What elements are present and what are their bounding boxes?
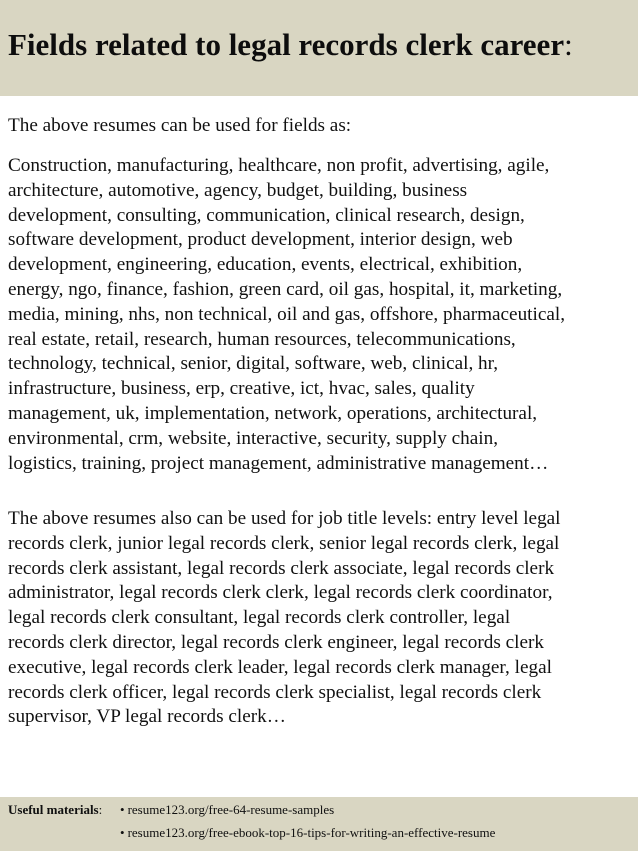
fields-line: development, engineering, education, events, electrical, exhibition, — [8, 254, 523, 276]
fields-line: environmental, crm, website, interactive, security, supply chain, — [8, 427, 499, 449]
job-levels-line: records clerk officer, legal records clerk specialist, legal records clerk — [8, 681, 542, 703]
fields-line: Construction, manufacturing, healthcare, non profit, advertising, agile, — [8, 155, 550, 176]
useful-materials-label-colon: : — [98, 802, 103, 817]
job-levels-line: executive, legal records clerk leader, legal records clerk manager, legal — [8, 656, 552, 678]
job-levels-line: The above resumes also can be used for job title levels: entry level legal — [8, 508, 561, 529]
job-levels-line: administrator, legal records clerk clerk, legal records clerk coordinator, — [8, 582, 553, 604]
resume-ebook-link-text: resume123.org/free-ebook-top-16-tips-for-writing-an-effective-resume — [127, 825, 496, 840]
resume-samples-link-text: resume123.org/free-64-resume-samples — [127, 802, 335, 817]
page-title — [8, 25, 573, 65]
fields-line: software development, product development, interior design, web — [8, 229, 513, 251]
job-levels-paragraph — [8, 507, 633, 730]
fields-line: logistics, training, project management, administrative management… — [8, 452, 549, 474]
fields-line: technology, technical, senior, digital, software, web, clinical, hr, — [8, 353, 499, 375]
resume-ebook-link[interactable] — [120, 824, 495, 842]
job-levels-line: records clerk assistant, legal records clerk associate, legal records clerk — [8, 557, 555, 579]
job-levels-line: supervisor, VP legal records clerk… — [8, 706, 286, 728]
fields-line: infrastructure, business, erp, creative, ict, hvac, sales, quality — [8, 378, 475, 400]
header-band — [0, 0, 638, 96]
job-levels-line: records clerk director, legal records clerk engineer, legal records clerk — [8, 631, 544, 653]
useful-materials-label-text: Useful materials — [8, 802, 99, 817]
job-levels-line: records clerk, junior legal records clerk, senior legal records clerk, legal — [8, 532, 560, 554]
fields-line: architecture, automotive, agency, budget, building, business — [8, 179, 468, 201]
fields-line: development, consulting, communication, clinical research, design, — [8, 204, 525, 226]
page-title-colon: : — [564, 27, 573, 62]
fields-line: management, uk, implementation, network, operations, architectural, — [8, 402, 538, 424]
intro-text: The above resumes can be used for fields as: — [8, 115, 352, 136]
fields-line: energy, ngo, finance, fashion, green card, oil gas, hospital, it, marketing, — [8, 278, 563, 300]
job-levels-line: legal records clerk consultant, legal records clerk controller, legal — [8, 607, 511, 629]
bullet-icon: • — [120, 825, 125, 840]
fields-paragraph — [8, 154, 633, 476]
page-title-text: Fields related to legal records clerk career — [8, 27, 565, 62]
useful-materials-label — [8, 801, 102, 819]
fields-line: media, mining, nhs, non technical, oil and gas, offshore, pharmaceutical, — [8, 303, 565, 325]
fields-line: real estate, retail, research, human resources, telecommunications, — [8, 328, 516, 350]
resume-samples-link[interactable] — [120, 801, 334, 819]
footer-band — [0, 797, 638, 851]
bullet-icon: • — [120, 802, 125, 817]
